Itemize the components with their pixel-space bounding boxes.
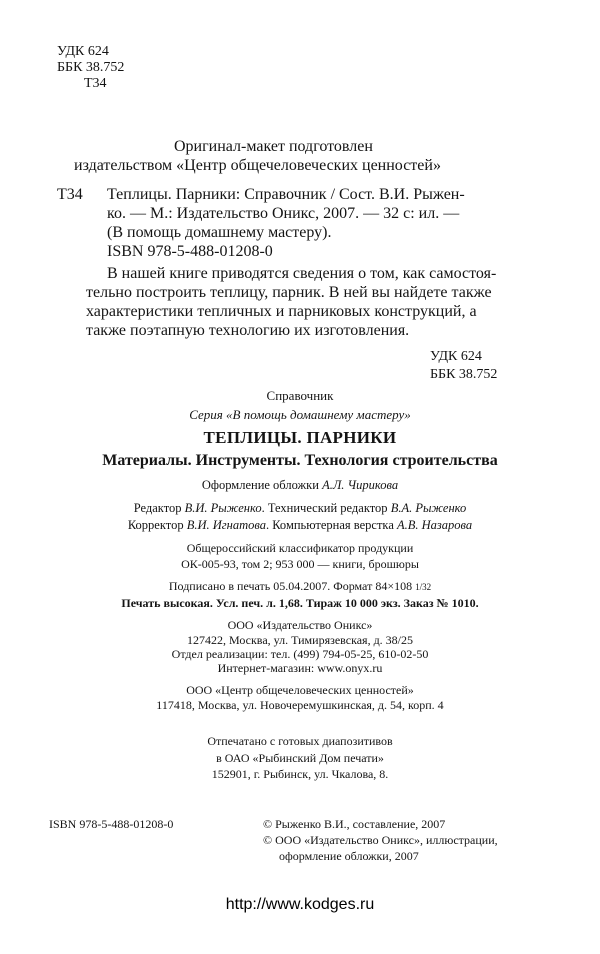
udk-code-right: УДК 624 — [430, 349, 482, 364]
publisher-1-address: 127422, Москва, ул. Тимирязевская, д. 38/25 — [186, 633, 414, 647]
corrector-name: В.И. Игнатова — [186, 518, 266, 532]
annotation-line-3: характеристики тепличных и парниковых конструкций, а — [86, 303, 477, 320]
bib-line-3: (В помощь домашнему мастеру). — [107, 224, 332, 241]
editor-name: В.И. Рыженко — [184, 501, 262, 515]
editor-credit: Редактор В.И. Рыженко. Технический редактор В.А. Рыженко — [133, 501, 467, 515]
bib-line-2: ко. — М.: Издательство Оникс, 2007. — 32 с: ил. — — [107, 205, 460, 222]
printed-line-1: Отпечатано с готовых диапозитивов — [207, 734, 393, 748]
annotation-line-2: тельно построить теплицу, парник. В ней вы найдете также — [86, 284, 492, 301]
signed-to-print — [0, 579, 600, 594]
publisher-2-name: ООО «Центр общечеловеческих ценностей» — [186, 683, 414, 697]
publisher-2-address: 117418, Москва, ул. Новочеремушкинская, д. 54, корп. 4 — [156, 698, 444, 712]
cover-label: Оформление обложки — [201, 478, 319, 492]
bbk-code: ББК 38.752 — [57, 60, 125, 75]
bbk-code-right: ББК 38.752 — [430, 367, 498, 382]
cover-credit — [0, 478, 600, 493]
annotation-line-4: также поэтапную технологию их изготовления. — [86, 322, 410, 339]
bib-isbn: ISBN 978-5-488-01208-0 — [107, 243, 273, 260]
printed-line-2: в ОАО «Рыбинский Дом печати» — [216, 751, 384, 765]
printed-line-3: 152901, г. Рыбинск, ул. Чкалова, 8. — [211, 767, 389, 781]
publisher-1-web: Интернет-магазин: www.onyx.ru — [217, 661, 383, 675]
tech-editor-name: В.А. Рыженко — [390, 501, 467, 515]
layout-label: Компьютерная верстка — [272, 518, 394, 532]
okp-line-1: Общероссийский классификатор продукции — [186, 541, 414, 555]
copyright-line-3: оформление обложки, 2007 — [279, 849, 419, 863]
okp-line-2: ОК-005-93, том 2; 953 000 — книги, брошюры — [181, 557, 419, 571]
book-subtitle: Материалы. Инструменты. Технология строительства — [102, 452, 498, 469]
publisher-1-name: ООО «Издательство Оникс» — [227, 618, 373, 632]
original-layout-line-1: Оригинал-макет подготовлен — [174, 138, 373, 155]
site-url[interactable]: http://www.kodges.ru — [225, 896, 375, 913]
author-mark: Т34 — [84, 76, 107, 91]
book-genre: Справочник — [266, 388, 334, 403]
copyright-line-2: © ООО «Издательство Оникс», иллюстрации, — [263, 833, 498, 847]
format-fraction: 1/32 — [415, 582, 432, 592]
corrector-label: Корректор — [127, 518, 184, 532]
signed-text: Подписано в печать 05.04.2007. Формат 84×108 — [168, 579, 413, 593]
layout-name: А.В. Назарова — [397, 518, 473, 532]
tech-editor-label: Технический редактор — [267, 501, 388, 515]
copyright-line-1: © Рыженко В.И., составление, 2007 — [263, 817, 446, 831]
cover-name: А.Л. Чирикова — [322, 478, 399, 492]
footer-isbn: ISBN 978-5-488-01208-0 — [49, 817, 174, 831]
print-details: Печать высокая. Усл. печ. л. 1,68. Тираж 10 000 экз. Заказ № 1010. — [121, 596, 479, 610]
book-series: Серия «В помощь домашнему мастеру» — [189, 407, 411, 422]
udk-code: УДК 624 — [57, 44, 109, 59]
publisher-1-sales: Отдел реализации: тел. (499) 794-05-25, 610-02-50 — [171, 647, 429, 661]
bib-code: Т34 — [57, 186, 83, 203]
editor-label: Редактор — [133, 501, 182, 515]
bib-line-1: Теплицы. Парники: Справочник / Сост. В.И. Рыжен- — [107, 186, 465, 203]
annotation-line-1: В нашей книге приводятся сведения о том, как самостоя- — [107, 265, 497, 282]
book-title: ТЕПЛИЦЫ. ПАРНИКИ — [203, 428, 397, 447]
corrector-credit: Корректор В.И. Игнатова. Компьютерная верстка А.В. Назарова — [127, 518, 473, 532]
original-layout-line-2: издательством «Центр общечеловеческих ценностей» — [74, 157, 441, 174]
